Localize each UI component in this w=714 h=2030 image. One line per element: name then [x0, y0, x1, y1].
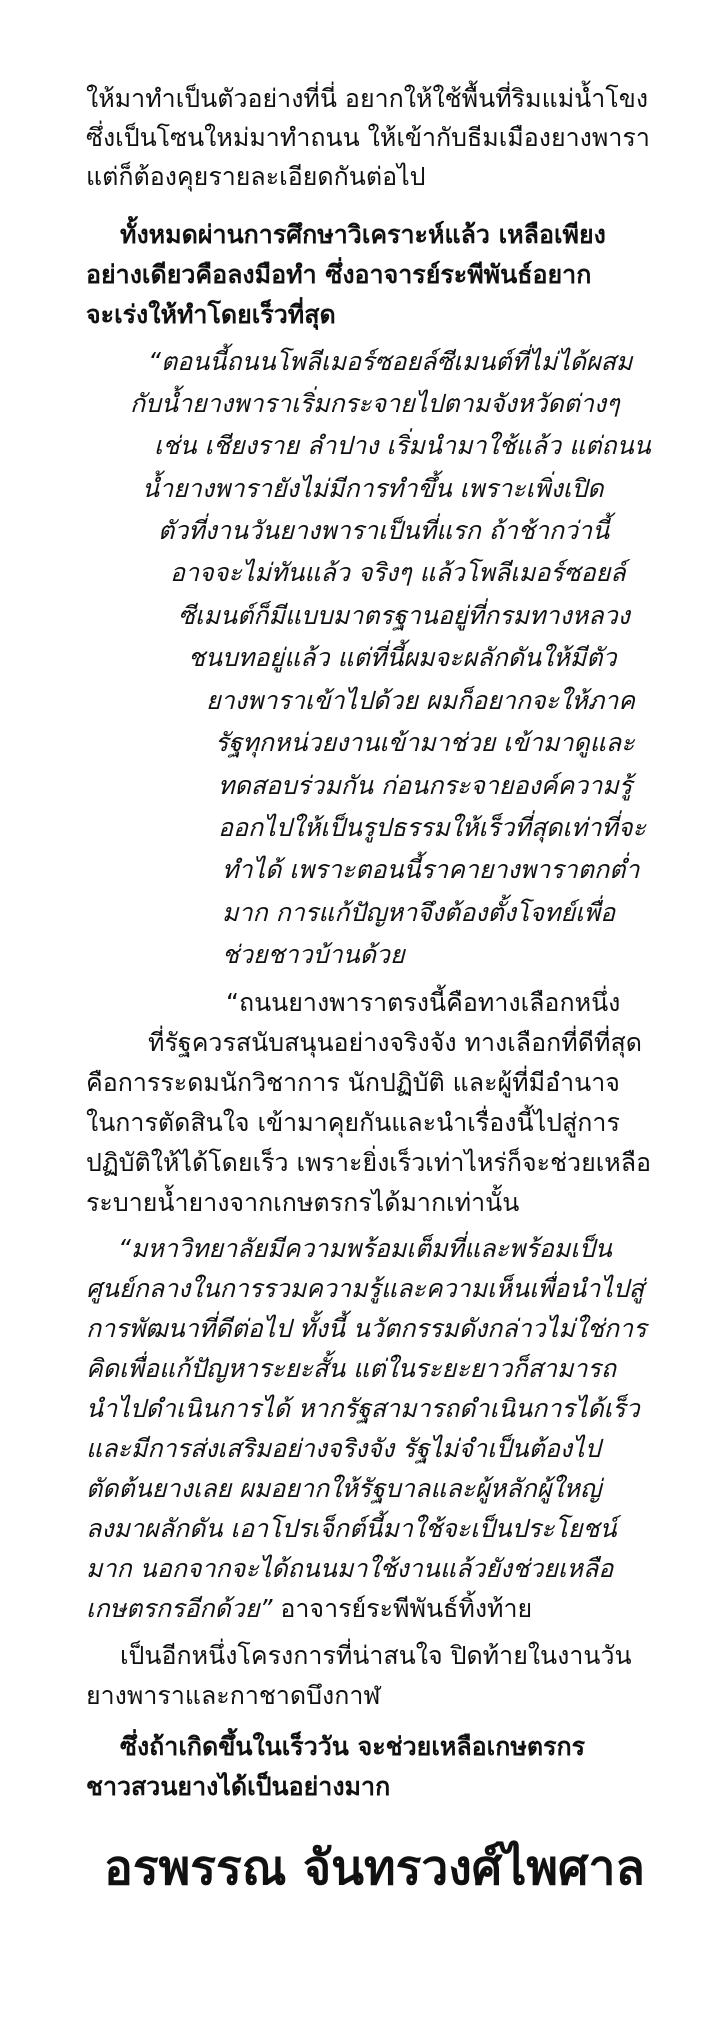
body-text-line: ให้มาทำเป็นตัวอย่างที่นี่ อยากให้ใช้พื้นที่ริมแม่น้ำโขง — [86, 84, 649, 113]
quote-line: นำไปดำเนินการได้ หากรัฐสามารถดำเนินการได้เร็ว — [86, 1394, 640, 1423]
quote-line: ศูนย์กลางในการรวมความรู้และความเห็นเพื่อนำไปสู่ — [86, 1274, 644, 1303]
quote-line: และมีการส่งเสริมอย่างจริงจัง รัฐไม่จำเป็นต้องไป — [86, 1434, 601, 1463]
quote-line: กับน้ำยางพาราเริ่มกระจายไปตามจังหวัดต่างๆ — [130, 389, 620, 418]
quote-line: ซีเมนต์ก็มีแบบมาตรฐานอยู่ที่กรมทางหลวง — [178, 601, 630, 630]
quote-closing-line — [86, 1596, 532, 1621]
quote-line: ออกไปให้เป็นรูปธรรมให้เร็วที่สุดเท่าที่จะ — [218, 813, 646, 842]
quote-line: ตัดต้นยางเลย ผมอยากให้รัฐบาลและผู้หลักผู้ใหญ่ — [86, 1474, 602, 1503]
quote-line: น้ำยางพารายังไม่มีการทำขึ้น เพราะเพิ่งเปิด — [142, 474, 604, 503]
quote-end-text: เกษตรกรอีกด้วย” — [86, 1594, 273, 1623]
bold-paragraph-line: อย่างเดียวคือลงมือทำ ซึ่งอาจารย์ระพีพันธ์อยาก — [86, 260, 592, 289]
quote-line: “มหาวิทยาลัยมีความพร้อมเต็มที่และพร้อมเป็น — [118, 1234, 612, 1263]
quote-line: ยางพาราเข้าไปด้วย ผมก็อยากจะให้ภาค — [206, 686, 635, 715]
quote-line: คือการระดมนักวิชาการ นักปฏิบัติ และผู้ที่มีอำนาจ — [86, 1068, 620, 1097]
body-text-line: ยางพาราและกาชาดบึงกาฬ — [86, 1681, 381, 1710]
author-byline: อรพรรณ จันทรวงศ์ไพศาล — [104, 1840, 645, 1896]
quote-line: ทดสอบร่วมกัน ก่อนกระจายองค์ความรู้ — [218, 771, 633, 800]
quote-line: อาจจะไม่ทันแล้ว จริงๆ แล้วโพลีเมอร์ซอยล์ — [170, 558, 626, 587]
quote-line: ปฏิบัติให้ได้โดยเร็ว เพราะยิ่งเร็วเท่าไหร่ก็จะช่วยเหลือ — [86, 1148, 652, 1177]
quote-line: ลงมาผลักดัน เอาโปรเจ็กต์นี้มาใช้จะเป็นประโยชน์ — [86, 1514, 617, 1543]
quote-line: มาก การแก้ปัญหาจึงต้องตั้งโจทย์เพื่อ — [222, 898, 616, 927]
bold-paragraph-line: ซึ่งถ้าเกิดขึ้นในเร็ววัน จะช่วยเหลือเกษตรกร — [120, 1732, 586, 1761]
quote-line: มาก นอกจากจะได้ถนนมาใช้งานแล้วยังช่วยเหลือ — [86, 1554, 614, 1583]
quote-line: คิดเพื่อแก้ปัญหาระยะสั้น แต่ในระยะยาวก็สามารถ — [86, 1354, 616, 1383]
quote-line: การพัฒนาที่ดีต่อไป ทั้งนี้ นวัตกรรมดังกล่าวไม่ใช่การ — [86, 1314, 647, 1343]
quote-line: ที่รัฐควรสนับสนุนอย่างจริงจัง ทางเลือกที่ดีที่สุด — [148, 1028, 642, 1057]
body-text-line: แต่ก็ต้องคุยรายละเอียดกันต่อไป — [86, 162, 426, 191]
quote-line: “ถนนยางพาราตรงนี้คือทางเลือกหนึ่ง — [226, 988, 621, 1017]
quote-attribution: อาจารย์ระพีพันธ์ทิ้งท้าย — [272, 1594, 533, 1623]
quote-line: ระบายน้ำยางจากเกษตรกรได้มากเท่านั้น — [86, 1188, 520, 1217]
quote-line: รัฐทุกหน่วยงานเข้ามาช่วย เข้ามาดูและ — [215, 728, 635, 757]
quote-line: ทำได้ เพราะตอนนี้ราคายางพาราตกต่ำ — [222, 855, 640, 884]
body-text-line: ซึ่งเป็นโซนใหม่มาทำถนน ให้เข้ากับธีมเมืองยางพารา — [86, 123, 650, 152]
bold-paragraph-line: ชาวสวนยางได้เป็นอย่างมาก — [86, 1772, 391, 1801]
quote-line: ตัวที่งานวันยางพาราเป็นที่แรก ถ้าช้ากว่านี้ — [158, 516, 610, 545]
quote-line: ในการตัดสินใจ เข้ามาคุยกันและนำเรื่องนี้ไปสู่การ — [86, 1108, 620, 1137]
bold-paragraph-line: ทั้งหมดผ่านการศึกษาวิเคราะห์แล้ว เหลือเพียง — [120, 220, 606, 249]
body-text-line: เป็นอีกหนึ่งโครงการที่น่าสนใจ ปิดท้ายในงานวัน — [120, 1641, 632, 1670]
quote-line: เช่น เชียงราย ลำปาง เริ่มนำมาใช้แล้ว แต่ถนน — [154, 431, 651, 460]
bold-paragraph-line: จะเร่งให้ทำโดยเร็วที่สุด — [86, 300, 336, 329]
quote-line: ช่วยชาวบ้านด้วย — [222, 940, 405, 969]
quote-line: ชนบทอยู่แล้ว แต่ที่นี้ผมจะผลักดันให้มีตัว — [188, 643, 617, 672]
quote-line: “ตอนนี้ถนนโพลีเมอร์ซอยล์ซีเมนต์ที่ไม่ได้ผสม — [148, 347, 633, 376]
